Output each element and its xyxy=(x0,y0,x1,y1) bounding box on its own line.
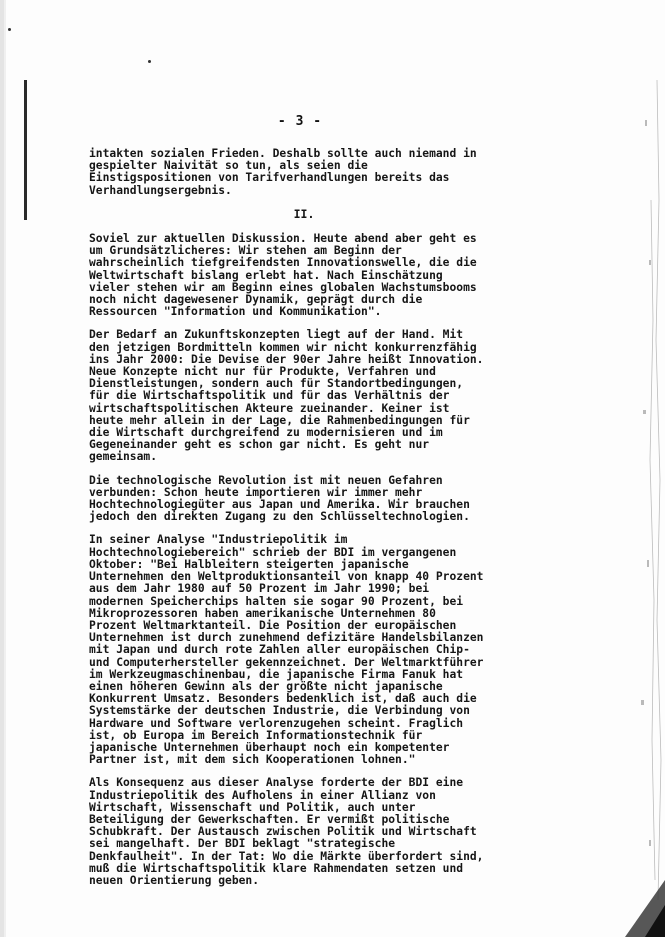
scan-edge-right xyxy=(605,0,665,937)
scan-speck xyxy=(8,28,11,31)
scan-mark xyxy=(24,80,27,220)
paragraph-5: In seiner Analyse "Industriepolitik im Hochtechnologiebereich" schrieb der BDI im vergangenen Oktober: "Bei Halbleitern steigerten japanische Unternehmen den Weltproduktionsanteil von knapp 40 Prozent aus dem Jahr 1980 auf 50 Prozent im Jahr 1990; bei modernen Speicherchips halten sie sogar 90 Prozent, bei Mikroprozessoren haben amerikanische Unternehmen 80 Prozent Weltmarktanteil. Die Position der europäischen Unternehmen ist durch zunehmend defizitäre Handelsbilanzen mit Japan und durch rote Zahlen aller europäischen Chip- und Computerhersteller gekennzeichnet. Der Weltmarktführer im Werkzeugmaschinenbau, die japanische Firma Fanuk hat einen höheren Gewinn als der größte nicht japanische Konkurrent Umsatz. Besonders bedenklich ist, daß auch die Systemstärke der deutschen Industrie, die Verbindung von Hardware und Software verlorenzugehen scheint. Fraglich ist, ob Europa im Bereich Informationstechnik für japanische Unternehmen überhaupt noch ein kompetenter Partner ist, mit dem sich Kooperationen lohnen." xyxy=(89,533,484,767)
paragraph-1: intakten sozialen Frieden. Deshalb sollte auch niemand in gespielter Naivität so tun, als seien die Einstigspositionen von Tarifverhandlungen bereits das Verhandlungsergebnis. xyxy=(89,147,477,197)
section-heading: II. xyxy=(293,206,315,221)
page-number: - 3 - xyxy=(277,114,323,129)
paragraph-6: Als Konsequenz aus dieser Analyse forderte der BDI eine Industriepolitik des Aufholens in einer Allianz von Wirtschaft, Wissenschaft und Politik, auch unter Beteiligung der Gewerkschaften. Er vermißt politische Schubkraft. Der Austausch zwischen Politik und Wirtschaft sei mangelhaft. Der BDI beklagt "strategische Denkfaulheit". In der Tat: Wo die Märkte überfordert sind, muß die Wirtschaftspolitik klare Rahmendaten setzen und neuen Orientierung geben. xyxy=(89,776,484,887)
scan-speck xyxy=(148,60,151,63)
paragraph-3: Der Bedarf an Zukunftskonzepten liegt auf der Hand. Mit den jetzigen Bordmitteln kommen wir nicht konkurrenzfähig ins Jahr 2000: Die Devise der 90er Jahre heißt Innovation. Neue Konzepte nicht nur für Produkte, Verfahren und Dienstleistungen, sondern auch für Standortbedingungen, für die Wirtschaftspolitik und für das Verhältnis der wirtschaftspolitischen Akteure zueinander. Keiner ist heute mehr allein in der Lage, die Rahmenbedingungen für die Wirtschaft durchgreifend zu modernisieren und im Gegeneinander geht es schon gar nicht. Es geht nur gemeinsam. xyxy=(89,328,484,464)
paragraph-4: Die technologische Revolution ist mit neuen Gefahren verbunden: Schon heute importieren wir immer mehr Hochtechnologiegüter aus Japan und Amerika. Wir brauchen jedoch den direkten Zugang zu den Schlüsseltechnologien. xyxy=(89,473,470,524)
body-text xyxy=(89,148,519,898)
scan-edge-left xyxy=(0,0,12,937)
paragraph-2: Soviel zur aktuellen Diskussion. Heute abend aber geht es um Grundsätzlicheres: Wir stehen am Beginn der wahrscheinlich tiefgreifendsten Innovationswelle, die die Weltwirtschaft bislang erlebt hat. Nach Einschätzung vieler stehen wir am Beginn eines globalen Wachstumsbooms noch nicht dagewesener Dynamik, geprägt durch die Ressourcen "Information und Kommunikation". xyxy=(89,232,477,319)
